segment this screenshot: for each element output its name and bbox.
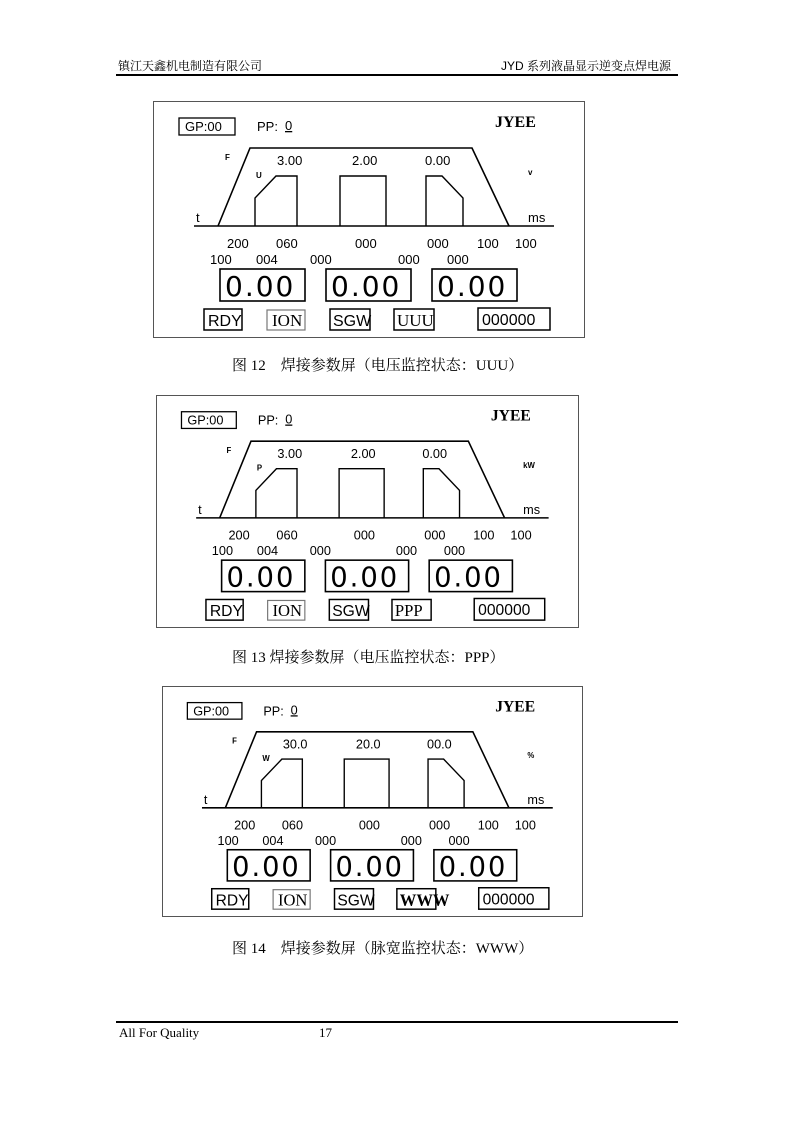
pulse-downslope bbox=[426, 176, 463, 226]
time-value: 000 bbox=[310, 252, 332, 267]
page-number: 17 bbox=[319, 1025, 332, 1040]
pulse-main bbox=[339, 469, 384, 518]
unit-label: v bbox=[528, 168, 533, 177]
lcd-display bbox=[157, 396, 578, 627]
display-value: 0.00 bbox=[437, 270, 508, 303]
footer-rule bbox=[116, 1021, 678, 1023]
time-value: 000 bbox=[353, 527, 376, 543]
status-rdy: RDY bbox=[209, 603, 243, 621]
display-value: 0.00 bbox=[330, 562, 400, 594]
time-value: 100 bbox=[477, 818, 499, 833]
pp-label: PP: bbox=[263, 704, 284, 719]
time-value: 200 bbox=[227, 236, 249, 251]
pp-label: PP: bbox=[257, 412, 279, 428]
display-value: 0.00 bbox=[232, 852, 301, 884]
time-value: 100 bbox=[477, 236, 499, 251]
time-value: 100 bbox=[217, 833, 239, 848]
pp-value: 0 bbox=[290, 703, 298, 718]
time-value: 060 bbox=[276, 236, 298, 251]
time-value: 000 bbox=[443, 543, 466, 559]
setpoint-2: 2.00 bbox=[350, 445, 376, 461]
time-value: 000 bbox=[448, 833, 470, 848]
display-value: 0.00 bbox=[335, 852, 404, 884]
t-label: t bbox=[203, 792, 208, 807]
figure-caption: 图 12 焊接参数屏（电压监控状态：UUU） bbox=[232, 358, 524, 374]
welding-parameter-screen-3 bbox=[162, 686, 583, 917]
welding-parameter-screen-2 bbox=[156, 395, 579, 628]
status-counter: 000000 bbox=[478, 602, 531, 620]
gp-label: GP:00 bbox=[187, 412, 224, 428]
time-value: 100 bbox=[211, 543, 234, 559]
status-mode: UUU bbox=[397, 311, 434, 330]
status-ion: ION bbox=[272, 311, 303, 330]
pp-value: 0 bbox=[285, 411, 293, 427]
status-mode: PPP bbox=[394, 601, 423, 621]
time-value: 100 bbox=[210, 252, 232, 267]
time-value: 004 bbox=[256, 252, 278, 267]
brand-logo-text: JYEE bbox=[495, 114, 536, 131]
time-value: 000 bbox=[358, 818, 380, 833]
time-value: 000 bbox=[315, 833, 337, 848]
display-value: 0.00 bbox=[226, 562, 296, 594]
time-value: 100 bbox=[473, 527, 495, 543]
time-value: 000 bbox=[400, 833, 422, 848]
time-value: 000 bbox=[355, 236, 377, 251]
gp-label: GP:00 bbox=[193, 704, 230, 719]
brand-logo-text: JYEE bbox=[490, 407, 531, 425]
force-label: F bbox=[232, 736, 237, 746]
force-label: F bbox=[226, 445, 232, 456]
time-value: 000 bbox=[395, 543, 418, 559]
time-value: 200 bbox=[234, 818, 256, 833]
unit-label: kW bbox=[523, 460, 535, 470]
footer-slogan: All For Quality bbox=[119, 1025, 200, 1040]
setpoint-1: 30.0 bbox=[282, 737, 308, 752]
status-rdy: RDY bbox=[215, 892, 249, 910]
header-product: JYD 系列液晶显示逆变点焊电源 bbox=[500, 59, 671, 73]
time-value: 100 bbox=[514, 818, 536, 833]
status-sgw: SGW bbox=[337, 892, 375, 910]
time-value: 000 bbox=[429, 818, 451, 833]
display-value: 0.00 bbox=[434, 562, 503, 594]
time-value: 060 bbox=[276, 527, 298, 543]
figure-caption: 图 13 焊接参数屏（电压监控状态：PPP） bbox=[232, 650, 505, 666]
ms-label: ms bbox=[527, 792, 545, 807]
status-counter: 000000 bbox=[482, 312, 536, 329]
pulse-main bbox=[340, 176, 386, 226]
pulse-downslope bbox=[423, 469, 459, 518]
setpoint-1: 3.00 bbox=[277, 445, 303, 461]
welding-parameter-screen-1 bbox=[153, 101, 585, 338]
figure-caption: 图 14 焊接参数屏（脉宽监控状态：WWW） bbox=[232, 941, 534, 957]
time-value: 200 bbox=[228, 527, 250, 543]
display-value: 0.00 bbox=[331, 270, 402, 303]
status-ion: ION bbox=[277, 890, 308, 910]
header-rule bbox=[116, 74, 678, 76]
t-label: t bbox=[198, 501, 202, 517]
time-value: 000 bbox=[398, 252, 420, 267]
setpoint-3: 0.00 bbox=[425, 153, 451, 168]
lcd-display bbox=[154, 102, 584, 337]
display-value: 0.00 bbox=[225, 270, 296, 303]
time-value: 100 bbox=[515, 236, 537, 251]
pulse-upslope bbox=[261, 759, 302, 808]
time-value: 000 bbox=[427, 236, 449, 251]
lcd-display bbox=[163, 687, 582, 916]
status-mode: WWW bbox=[399, 890, 450, 910]
pulse-upslope bbox=[255, 176, 297, 226]
time-value: 100 bbox=[510, 527, 532, 543]
time-value: 004 bbox=[262, 833, 284, 848]
pp-value: 0 bbox=[285, 118, 293, 133]
status-rdy: RDY bbox=[208, 313, 242, 330]
display-value: 0.00 bbox=[438, 852, 508, 884]
t-label: t bbox=[196, 210, 200, 225]
time-value: 000 bbox=[447, 252, 469, 267]
time-value: 060 bbox=[281, 818, 304, 833]
status-ion: ION bbox=[272, 601, 303, 621]
setpoint-3: 0.00 bbox=[422, 445, 448, 461]
pulse-downslope bbox=[428, 759, 464, 808]
header-company: 镇江天鑫机电制造有限公司 bbox=[118, 59, 263, 73]
time-value: 000 bbox=[424, 527, 446, 543]
setpoint-3: 00.0 bbox=[427, 737, 452, 752]
setpoint-1: 3.00 bbox=[277, 153, 303, 168]
time-value: 004 bbox=[256, 543, 279, 559]
mode-letter: W bbox=[262, 754, 270, 764]
status-counter: 000000 bbox=[482, 891, 535, 909]
gp-label: GP:00 bbox=[185, 119, 222, 134]
pulse-upslope bbox=[256, 469, 297, 518]
mode-letter: P bbox=[256, 463, 263, 473]
mode-letter: U bbox=[256, 171, 262, 180]
brand-logo-text: JYEE bbox=[495, 698, 536, 716]
setpoint-2: 20.0 bbox=[355, 737, 381, 752]
status-sgw: SGW bbox=[333, 313, 372, 330]
pulse-main bbox=[344, 759, 389, 808]
pp-label: PP: bbox=[257, 119, 278, 134]
force-label: F bbox=[225, 153, 230, 162]
status-sgw: SGW bbox=[332, 603, 370, 621]
setpoint-2: 2.00 bbox=[352, 153, 378, 168]
unit-label: % bbox=[527, 751, 535, 761]
ms-label: ms bbox=[528, 210, 546, 225]
time-value: 000 bbox=[309, 543, 331, 559]
ms-label: ms bbox=[523, 501, 541, 517]
